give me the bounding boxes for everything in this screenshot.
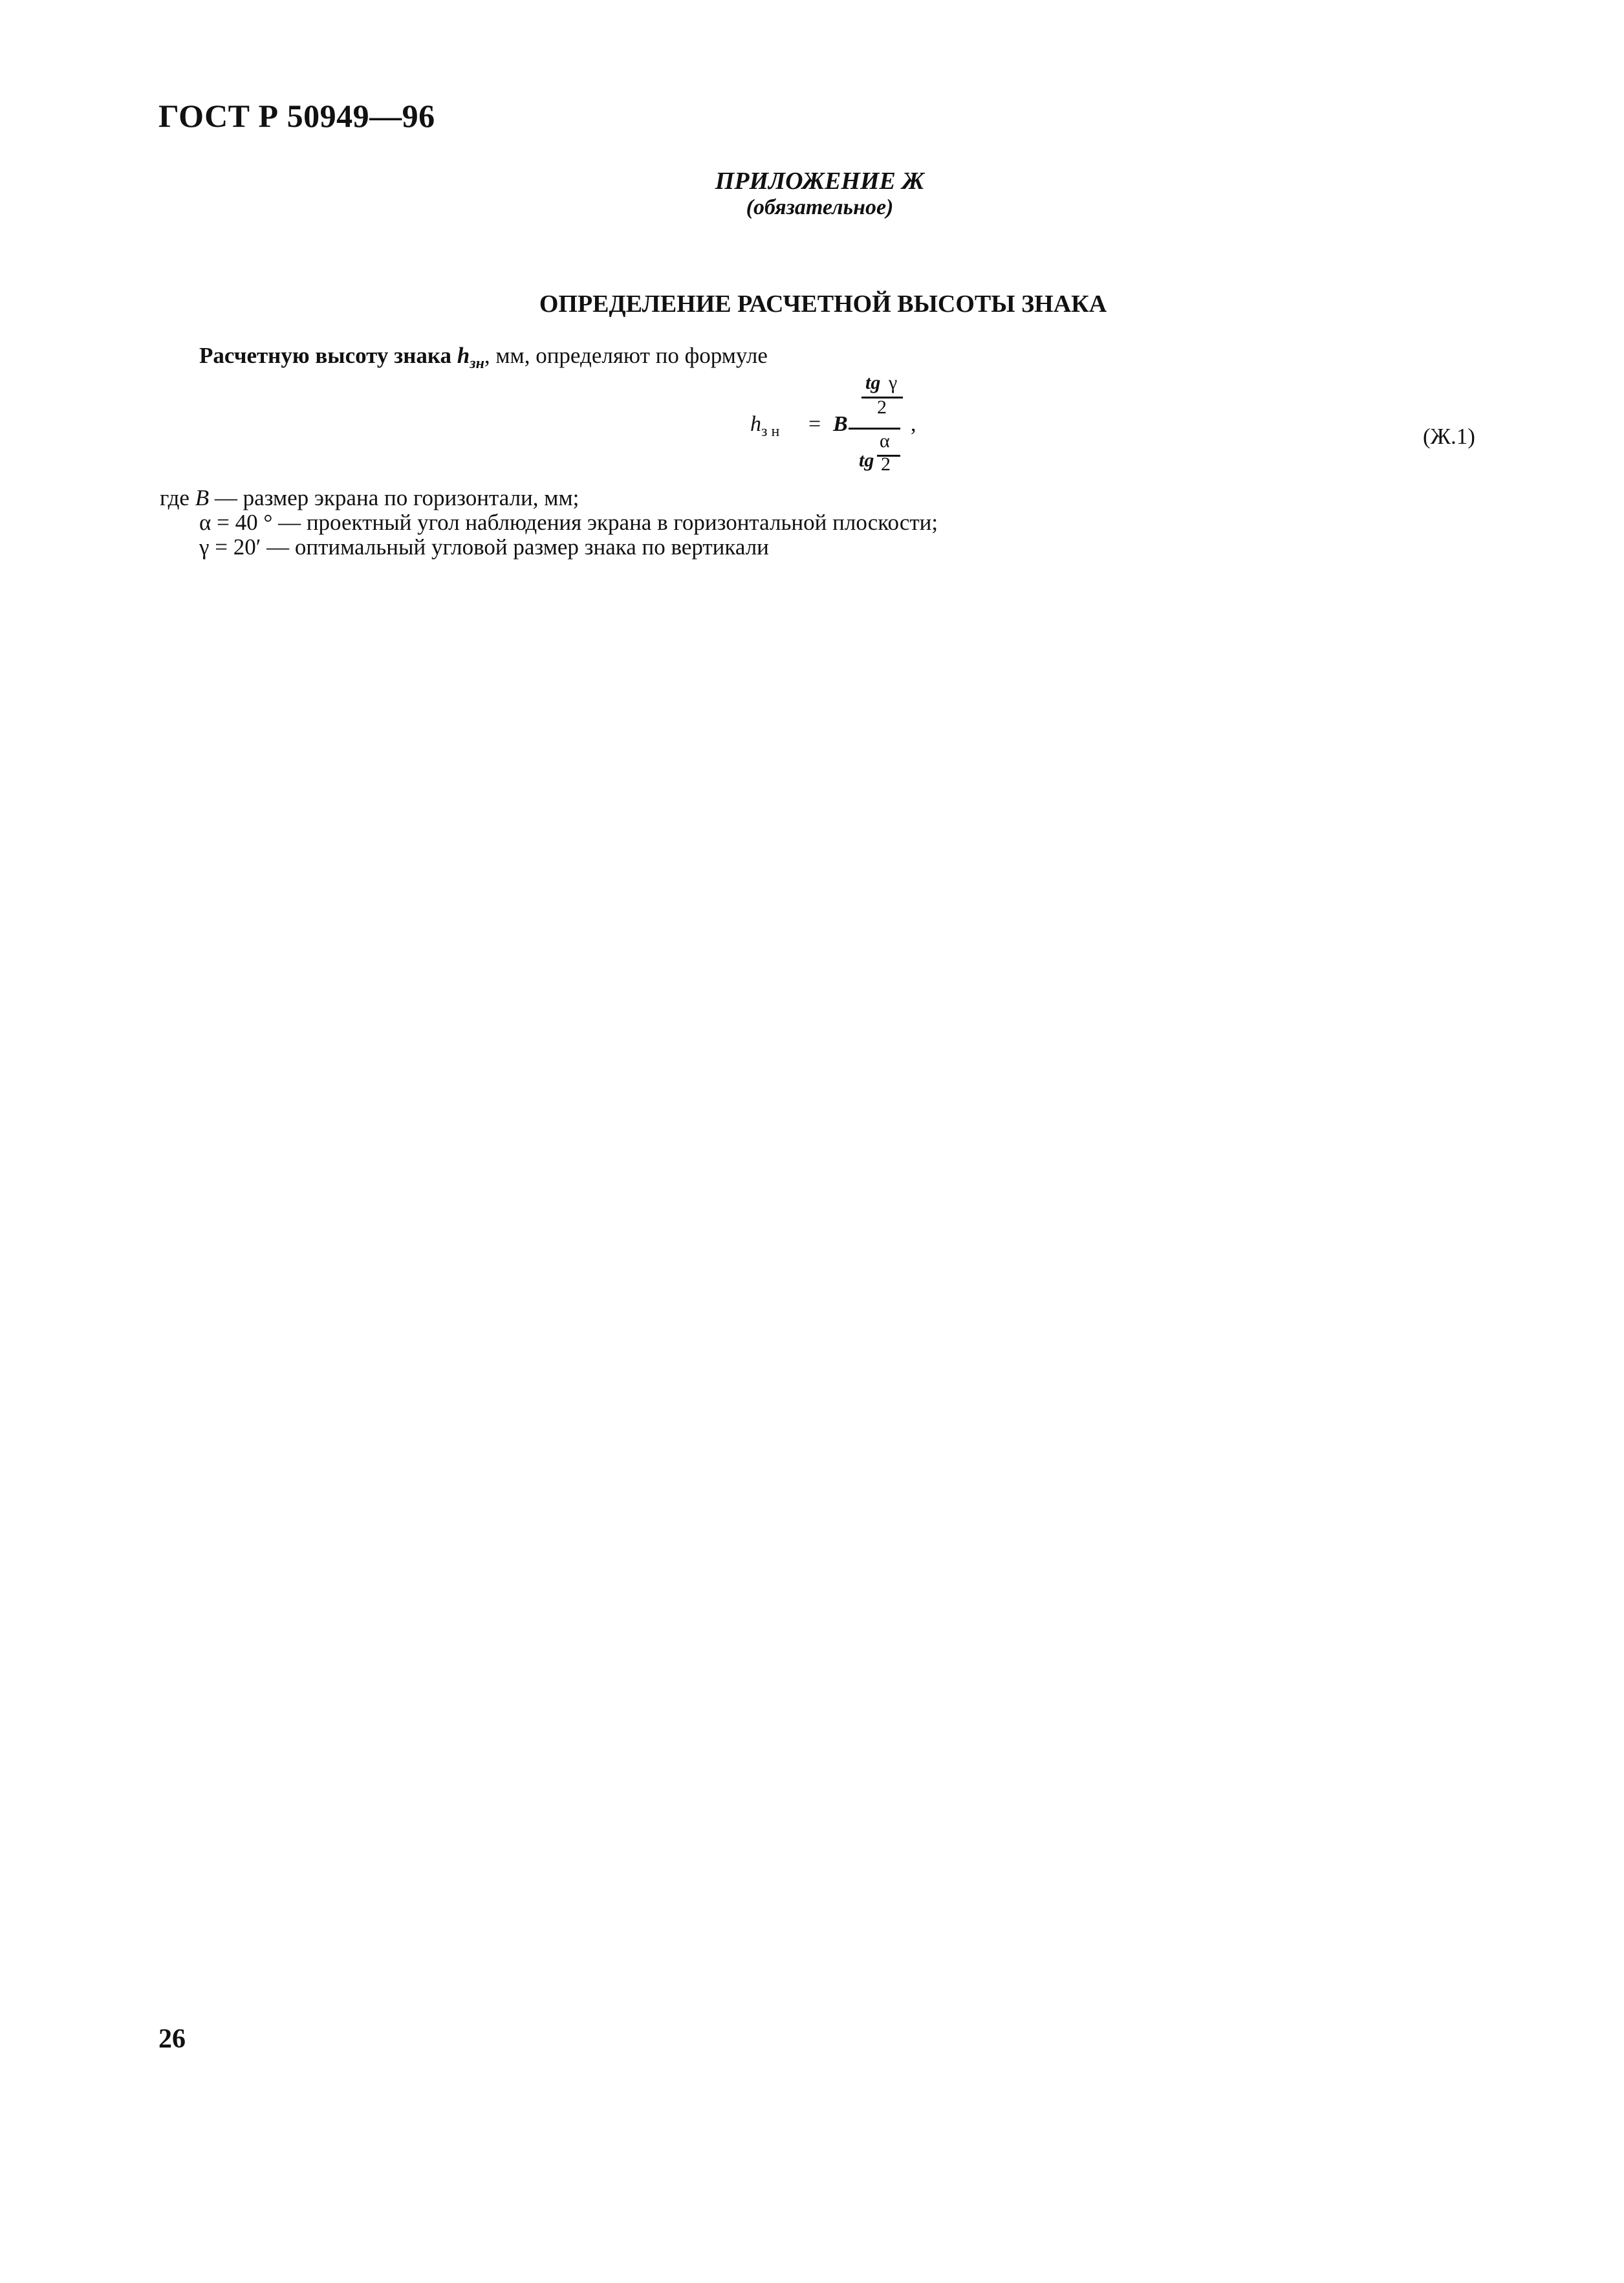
formula-denominator-var: α: [880, 430, 890, 452]
intro-lead: Расчетную высоту знака: [199, 343, 457, 368]
where-symbol-alpha: α: [199, 510, 211, 535]
intro-rest: , мм, определяют по формуле: [484, 343, 768, 368]
appendix-status-text: (обязательное): [746, 195, 894, 219]
intro-symbol: h: [457, 343, 470, 368]
where-line-gamma: [199, 534, 769, 560]
intro-paragraph: [199, 343, 768, 373]
where-line-alpha: [199, 510, 938, 536]
formula-coefficient: B: [833, 412, 848, 436]
document-code: ГОСТ Р 50949—96: [158, 98, 435, 134]
formula-lhs-sub: з н: [761, 422, 780, 440]
formula-numerator-var: γ: [889, 372, 898, 393]
intro-symbol-sub: зн: [470, 355, 484, 372]
appendix-status: [0, 195, 1624, 220]
where-line-b: [160, 485, 579, 511]
section-title-text: ОПРЕДЕЛЕНИЕ РАСЧЕТНОЙ ВЫСОТЫ ЗНАКА: [539, 290, 1107, 318]
equation-number: (Ж.1): [1423, 424, 1475, 449]
formula-main-fraction-bar: [849, 428, 900, 430]
section-title: [0, 290, 1624, 318]
appendix-title-text: ПРИЛОЖЕНИЕ Ж: [715, 168, 925, 195]
formula-denominator-den: 2: [881, 453, 891, 475]
page-number: 26: [158, 2024, 186, 2054]
where-text-b: — размер экрана по горизонтали, мм;: [209, 485, 579, 510]
where-text-gamma: = 20′ — оптимальный угловой размер знака по вертикали: [209, 534, 769, 560]
formula-numerator-func: tg: [865, 372, 881, 393]
formula-denominator-func: tg: [859, 450, 874, 471]
appendix-title: [0, 167, 1624, 195]
formula-numerator-den: 2: [877, 397, 887, 418]
formula-lhs: [750, 412, 779, 441]
where-symbol-b: B: [195, 485, 210, 510]
formula-equals: =: [808, 412, 821, 436]
formula-zh1: [750, 372, 918, 482]
where-text-alpha: = 40 ° — проектный угол наблюдения экрана в горизонтальной плоскости;: [211, 510, 938, 535]
formula-lhs-symbol: h: [750, 412, 761, 436]
where-symbol-gamma: γ: [199, 534, 210, 560]
formula-comma: ,: [911, 412, 916, 436]
where-prefix: где: [160, 485, 195, 510]
